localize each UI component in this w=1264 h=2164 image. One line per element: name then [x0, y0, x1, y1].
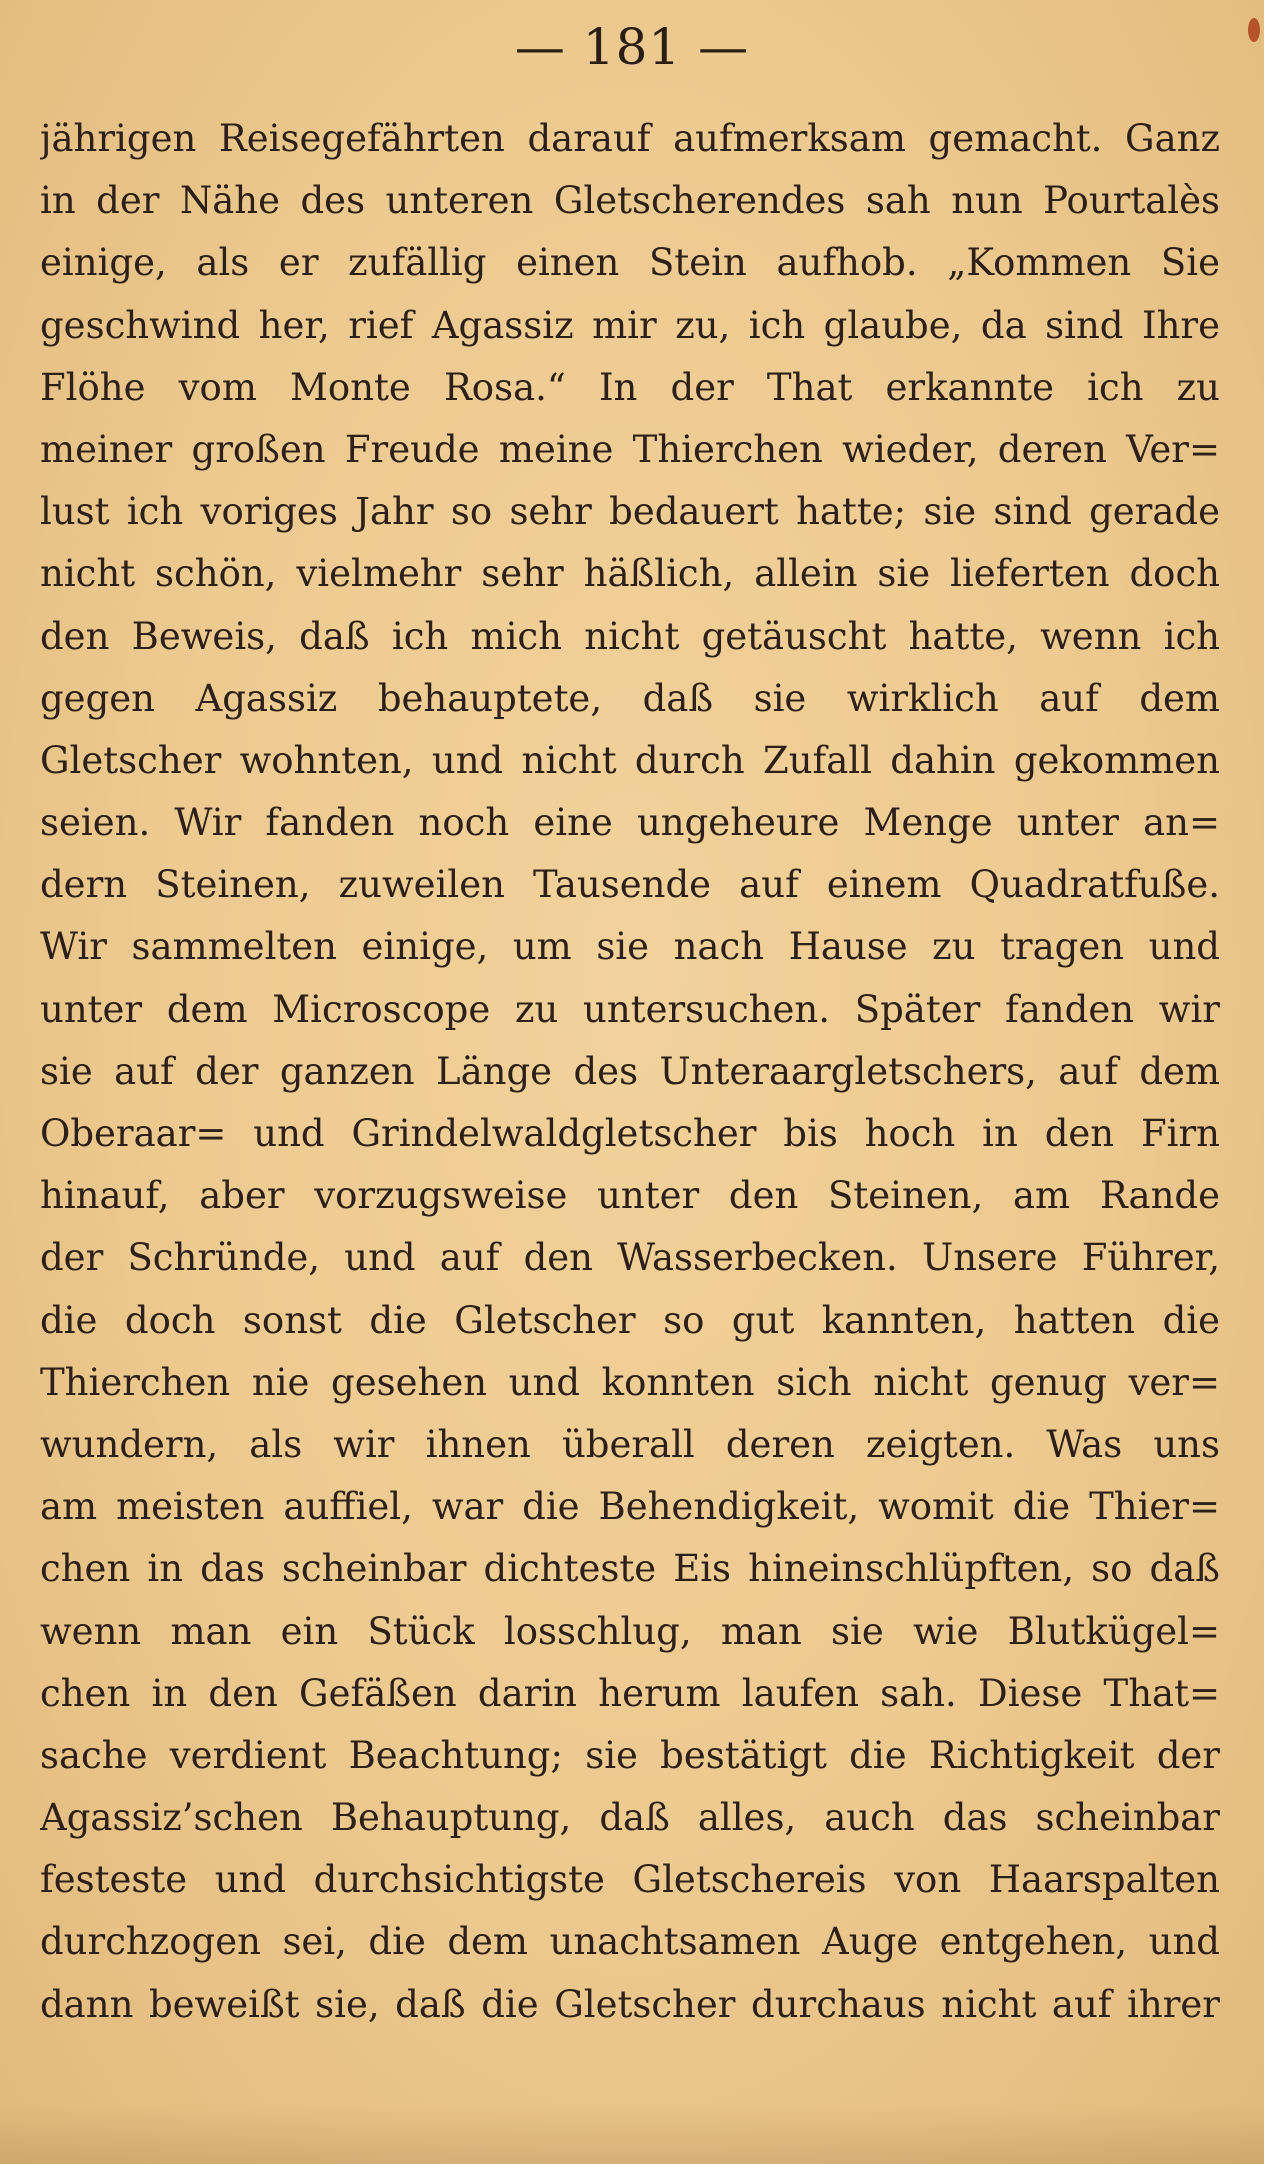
text-line: durchzogen sei, die dem unachtsamen Auge entgehen, und [40, 1920, 1220, 1964]
text-line: sie auf der ganzen Länge des Unteraargletschers, auf dem [40, 1049, 1220, 1093]
text-line: einige, als er zufällig einen Stein aufhob. „Kommen Sie [40, 241, 1220, 285]
text-line: chen in das scheinbar dichteste Eis hineinschlüpften, so daß [40, 1547, 1220, 1591]
text-line: sache verdient Beachtung; sie bestätigt die Richtigkeit der [40, 1733, 1220, 1777]
text-line: meiner großen Freude meine Thierchen wieder, deren Ver= [40, 427, 1220, 471]
text-line: chen in den Gefäßen darin herum laufen sah. Diese That= [40, 1671, 1220, 1715]
text-line: Wir sammelten einige, um sie nach Hause zu tragen und [40, 925, 1220, 969]
text-line: dann beweißt sie, daß die Gletscher durchaus nicht auf ihrer [40, 1982, 1220, 2026]
text-line: unter dem Microscope zu untersuchen. Später fanden wir [40, 987, 1220, 1031]
text-line: jährigen Reisegefährten darauf aufmerksam gemacht. Ganz [40, 117, 1220, 160]
text-line: Flöhe vom Monte Rosa.“ In der That erkannte ich zu [40, 365, 1220, 409]
body-text [40, 108, 1220, 2036]
text-line: lust ich voriges Jahr so sehr bedauert hatte; sie sind gerade [40, 490, 1220, 534]
text-line: wundern, als wir ihnen überall deren zeigten. Was uns [40, 1422, 1220, 1466]
text-line: festeste und durchsichtigste Gletschereis von Haarspalten [40, 1858, 1220, 1902]
text-line: hinauf, aber vorzugsweise unter den Steinen, am Rande [40, 1174, 1220, 1218]
text-line: seien. Wir fanden noch eine ungeheure Menge unter an= [40, 801, 1220, 845]
page-bottom-shadow [0, 2104, 1264, 2164]
text-line: geschwind her, rief Agassiz mir zu, ich glaube, da sind Ihre [40, 303, 1220, 347]
text-line: Gletscher wohnten, und nicht durch Zufall dahin gekommen [40, 738, 1220, 782]
text-line: Oberaar= und Grindelwaldgletscher bis hoch in den Firn [40, 1112, 1220, 1155]
text-line: Thierchen nie gesehen und konnten sich nicht genug ver= [40, 1360, 1220, 1404]
text-line: wenn man ein Stück losschlug, man sie wie Blutkügel= [40, 1609, 1220, 1653]
text-line: Agassiz’schen Behauptung, daß alles, auch das scheinbar [40, 1796, 1220, 1840]
text-line: dern Steinen, zuweilen Tausende auf einem Quadratfuße. [40, 863, 1220, 907]
text-line: der Schründe, und auf den Wasserbecken. Unsere Führer, [40, 1236, 1220, 1280]
text-line: die doch sonst die Gletscher so gut kannten, hatten die [40, 1298, 1220, 1342]
text-line: in der Nähe des unteren Gletscherendes sah nun Pourtalès [40, 179, 1220, 223]
text-line: gegen Agassiz behauptete, daß sie wirklich auf dem [40, 676, 1220, 720]
text-line: am meisten auffiel, war die Behendigkeit, womit die Thier= [40, 1485, 1220, 1529]
text-line: nicht schön, vielmehr sehr häßlich, allein sie lieferten doch [40, 552, 1220, 596]
page-number: — 181 — [514, 18, 750, 76]
text-line: den Beweis, daß ich mich nicht getäuscht hatte, wenn ich [40, 614, 1220, 658]
